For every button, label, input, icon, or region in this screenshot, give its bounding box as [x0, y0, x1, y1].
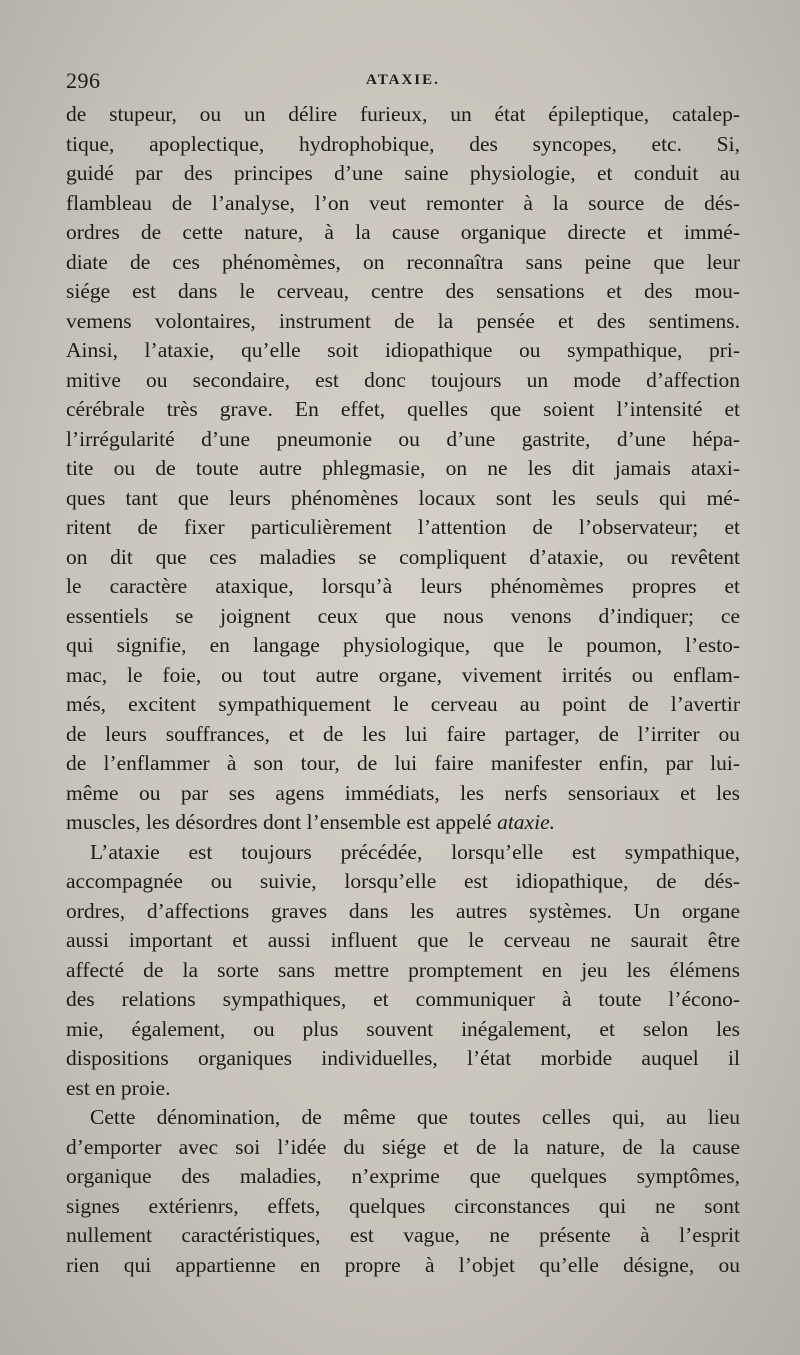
- text-line-prefix: muscles, les désordres dont l’ensemble est appelé: [66, 810, 498, 834]
- text-line: essentiels se joignent ceux que nous venons d’indiquer; ce: [66, 603, 740, 628]
- body-text: [66, 100, 740, 1280]
- text-line: mac, le foie, ou tout autre organe, vivement irrités ou enflam-: [66, 662, 740, 687]
- text-line: signes extérienrs, effets, quelques circonstances qui ne sont: [66, 1193, 740, 1218]
- text-line: est en proie.: [66, 1075, 171, 1100]
- text-line: d’emporter avec soi l’idée du siége et de la nature, de la cause: [66, 1134, 740, 1159]
- text-line: aussi important et aussi influent que le cerveau ne saurait être: [66, 928, 740, 952]
- text-line: mie, également, ou plus souvent inégalement, et selon les: [66, 1016, 740, 1041]
- text-line: l’irrégularité d’une pneumonie ou d’une gastrite, d’une hépa-: [66, 426, 740, 451]
- text-line: ques tant que leurs phénomènes locaux sont les seuls qui mé-: [66, 485, 740, 510]
- text-line: ritent de fixer particulièrement l’attention de l’observateur; et: [66, 515, 740, 539]
- text-line: rien qui appartienne en propre à l’objet qu’elle désigne, ou: [66, 1252, 740, 1277]
- text-line: ordres de cette nature, à la cause organique directe et immé-: [66, 220, 740, 244]
- text-line: flambleau de l’analyse, l’on veut remonter à la source de dés-: [66, 190, 740, 215]
- text-line: nullement caractéristiques, est vague, ne présente à l’esprit: [66, 1223, 740, 1247]
- text-line: guidé par des principes d’une saine physiologie, et conduit au: [66, 161, 740, 185]
- page-header: [66, 68, 746, 98]
- text-line: on dit que ces maladies se compliquent d’ataxie, ou revêtent: [66, 544, 740, 569]
- text-line: [66, 808, 740, 838]
- text-line: organique des maladies, n’exprime que quelques symptômes,: [66, 1164, 740, 1188]
- text-line: dispositions organiques individuelles, l’état morbide auquel il: [66, 1046, 740, 1070]
- text-line: tite ou de toute autre phlegmasie, on ne les dit jamais ataxi-: [66, 456, 740, 480]
- text-line: siége est dans le cerveau, centre des sensations et des mou-: [66, 279, 740, 303]
- text-line: Ainsi, l’ataxie, qu’elle soit idiopathique ou sympathique, pri-: [66, 338, 740, 362]
- text-line: même ou par ses agens immédiats, les nerfs sensoriaux et les: [66, 780, 740, 805]
- text-line: tique, apoplectique, hydrophobique, des syncopes, etc. Si,: [66, 131, 740, 156]
- text-line: diate de ces phénomèmes, on reconnaîtra sans peine que leur: [66, 249, 740, 274]
- text-line: ordres, d’affections graves dans les autres systèmes. Un organe: [66, 898, 740, 923]
- running-title: ATAXIE.: [366, 72, 440, 88]
- text-line: cérébrale très grave. En effet, quelles que soient l’intensité et: [66, 397, 740, 421]
- text-line: de stupeur, ou un délire furieux, un état épileptique, catalep-: [66, 102, 740, 126]
- page-number: 296: [66, 68, 101, 93]
- text-line: des relations sympathiques, et communiquer à toute l’écono-: [66, 987, 740, 1011]
- text-line: de leurs souffrances, et de les lui faire partager, de l’irriter ou: [66, 721, 740, 746]
- text-line: mitive ou secondaire, est donc toujours un mode d’affection: [66, 367, 740, 392]
- italic-term: ataxie.: [497, 810, 555, 834]
- text-line: affecté de la sorte sans mettre promptement en jeu les élémens: [66, 957, 740, 982]
- text-line: accompagnée ou suivie, lorsqu’elle est idiopathique, de dés-: [66, 869, 740, 893]
- paragraph-first-line: Cette dénomination, de même que toutes celles qui, au lieu: [90, 1105, 740, 1129]
- text-line: qui signifie, en langage physiologique, que le poumon, l’esto-: [66, 633, 740, 657]
- text-line: le caractère ataxique, lorsqu’à leurs phénomèmes propres et: [66, 574, 740, 598]
- text-line: vemens volontaires, instrument de la pensée et des sentimens.: [66, 308, 740, 333]
- text-line: més, excitent sympathiquement le cerveau au point de l’avertir: [66, 692, 740, 716]
- paragraph-first-line: L’ataxie est toujours précédée, lorsqu’elle est sympathique,: [90, 839, 740, 864]
- text-line: de l’enflammer à son tour, de lui faire manifester enfin, par lui-: [66, 751, 740, 775]
